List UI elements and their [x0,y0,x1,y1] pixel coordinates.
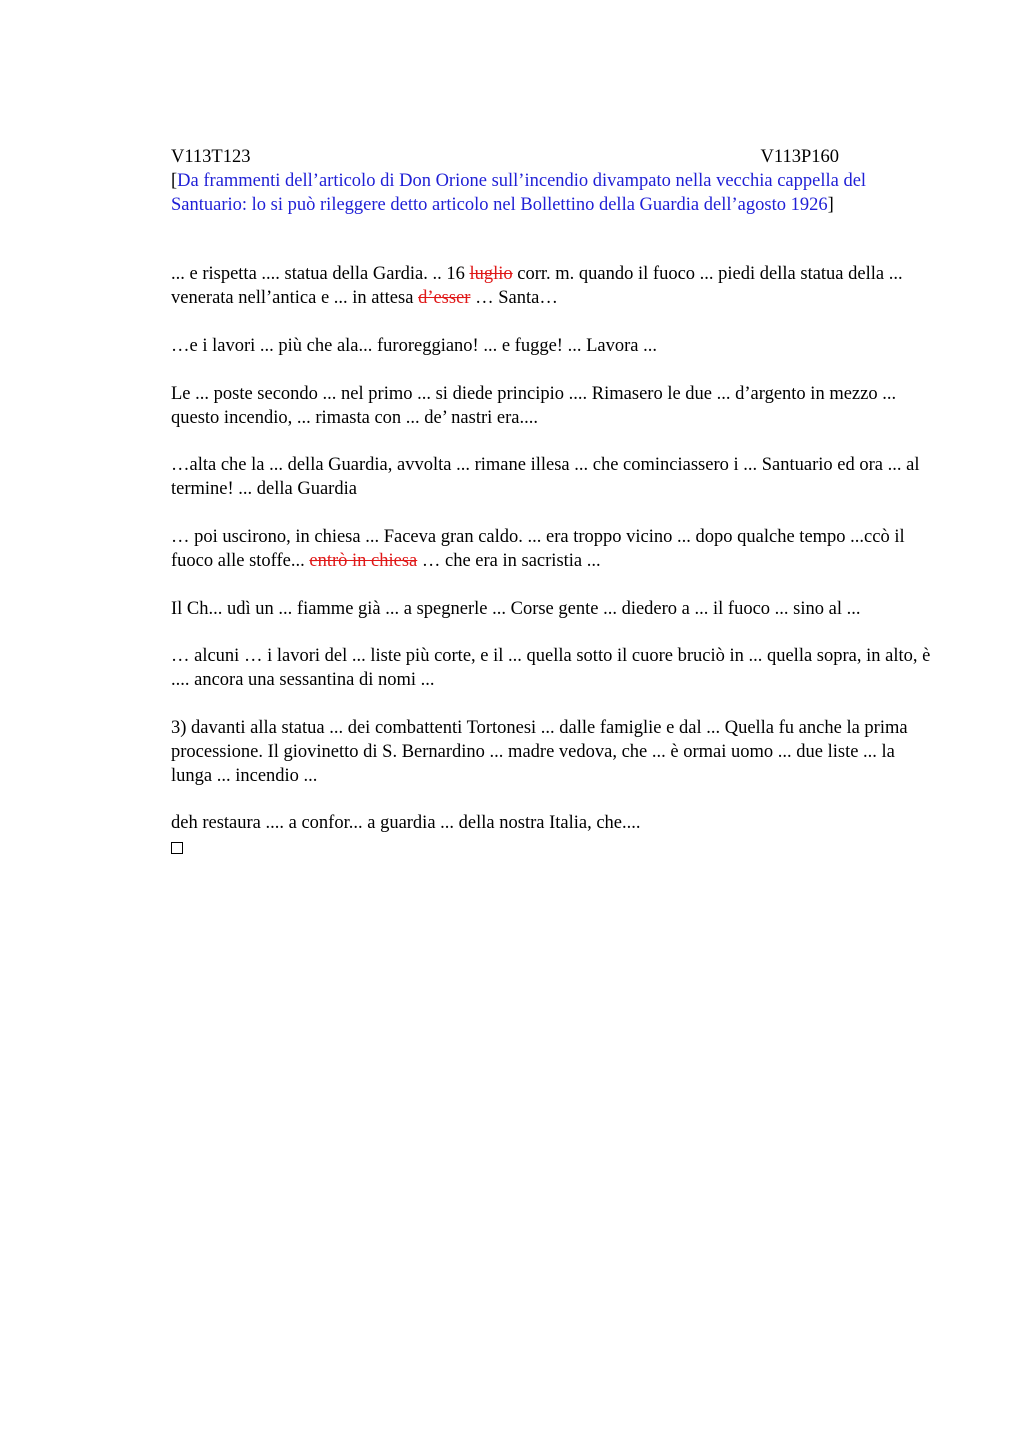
editorial-note [171,170,931,218]
end-marker [171,836,931,862]
fragment-text: ... e rispetta .... statua della Gardia. .. 16 [171,264,470,285]
fragment-text: … poi uscirono, in chiesa ... Faceva gran caldo. ... era troppo vicino ... dopo qualche tempo ...ccò il fuoco alle stoffe... [171,526,905,571]
fragment-paragraph-3: Le ... poste secondo ... nel primo ... si diede principio .... Rimasero le due ... d’argento in mezzo ... questo incendio, ... rimasta con ... de’ nastri era.... [171,383,897,428]
empty-square-icon [171,842,183,854]
deleted-word: luglio [469,264,513,285]
document-page [171,146,931,862]
left-reference-code: V113T123 [171,147,251,167]
fragment-paragraph-7: … alcuni … i lavori del ... liste più corte, e il ... quella sotto il cuore bruciò in ... quella sopra, in alto, è .... ancora una sessantina di nomi ... [171,646,931,691]
fragment-paragraph-1 [171,263,931,311]
fragment-text: corr. m. quando il fuoco ... piedi della statua della ... venerata nell’antica e ... in attesa [171,264,903,309]
right-reference-code: V113P160 [760,147,839,167]
fragment-paragraph-9: deh restaura .... a confor... a guardia ... della nostra Italia, che.... [171,813,641,834]
fragment-paragraph-8: 3) davanti alla statua ... dei combattenti Tortonesi ... dalle famiglie e dal ... Quella fu anche la prima processione. Il giovinetto di S. Bernardino ... madre vedova, che ... è ormai uomo ... due liste ... la lunga ... incendio ... [171,717,908,786]
fragment-paragraph-6: Il Ch... udì un ... fiamme già ... a spegnerle ... Corse gente ... diedero a ... il fuoco ... sino al ... [171,598,861,619]
note-close-bracket: ] [827,194,834,215]
note-text: Da frammenti dell’articolo di Don Orione sull’incendio divampato nella vecchia cappella del Santuario: lo si può rileggere detto articolo nel Bollettino della Guardia dell’agosto 1926 [171,170,867,215]
fragment-paragraph-2: …e i lavori ... più che ala... furoreggiano! ... e fugge! ... Lavora ... [171,335,657,356]
reference-header [171,146,839,170]
deleted-word: d’esser [418,288,471,309]
fragment-paragraph-5 [171,526,931,574]
deleted-phrase: entrò in chiesa [309,550,418,571]
fragment-text: … Santa… [470,288,558,309]
note-open-bracket: [ [171,170,178,191]
fragment-paragraph-4: …alta che la ... della Guardia, avvolta ... rimane illesa ... che cominciassero i ... Santuario ed ora ... al termine! ... della Guardia [171,455,920,500]
fragment-text: … che era in sacristia ... [417,550,601,571]
